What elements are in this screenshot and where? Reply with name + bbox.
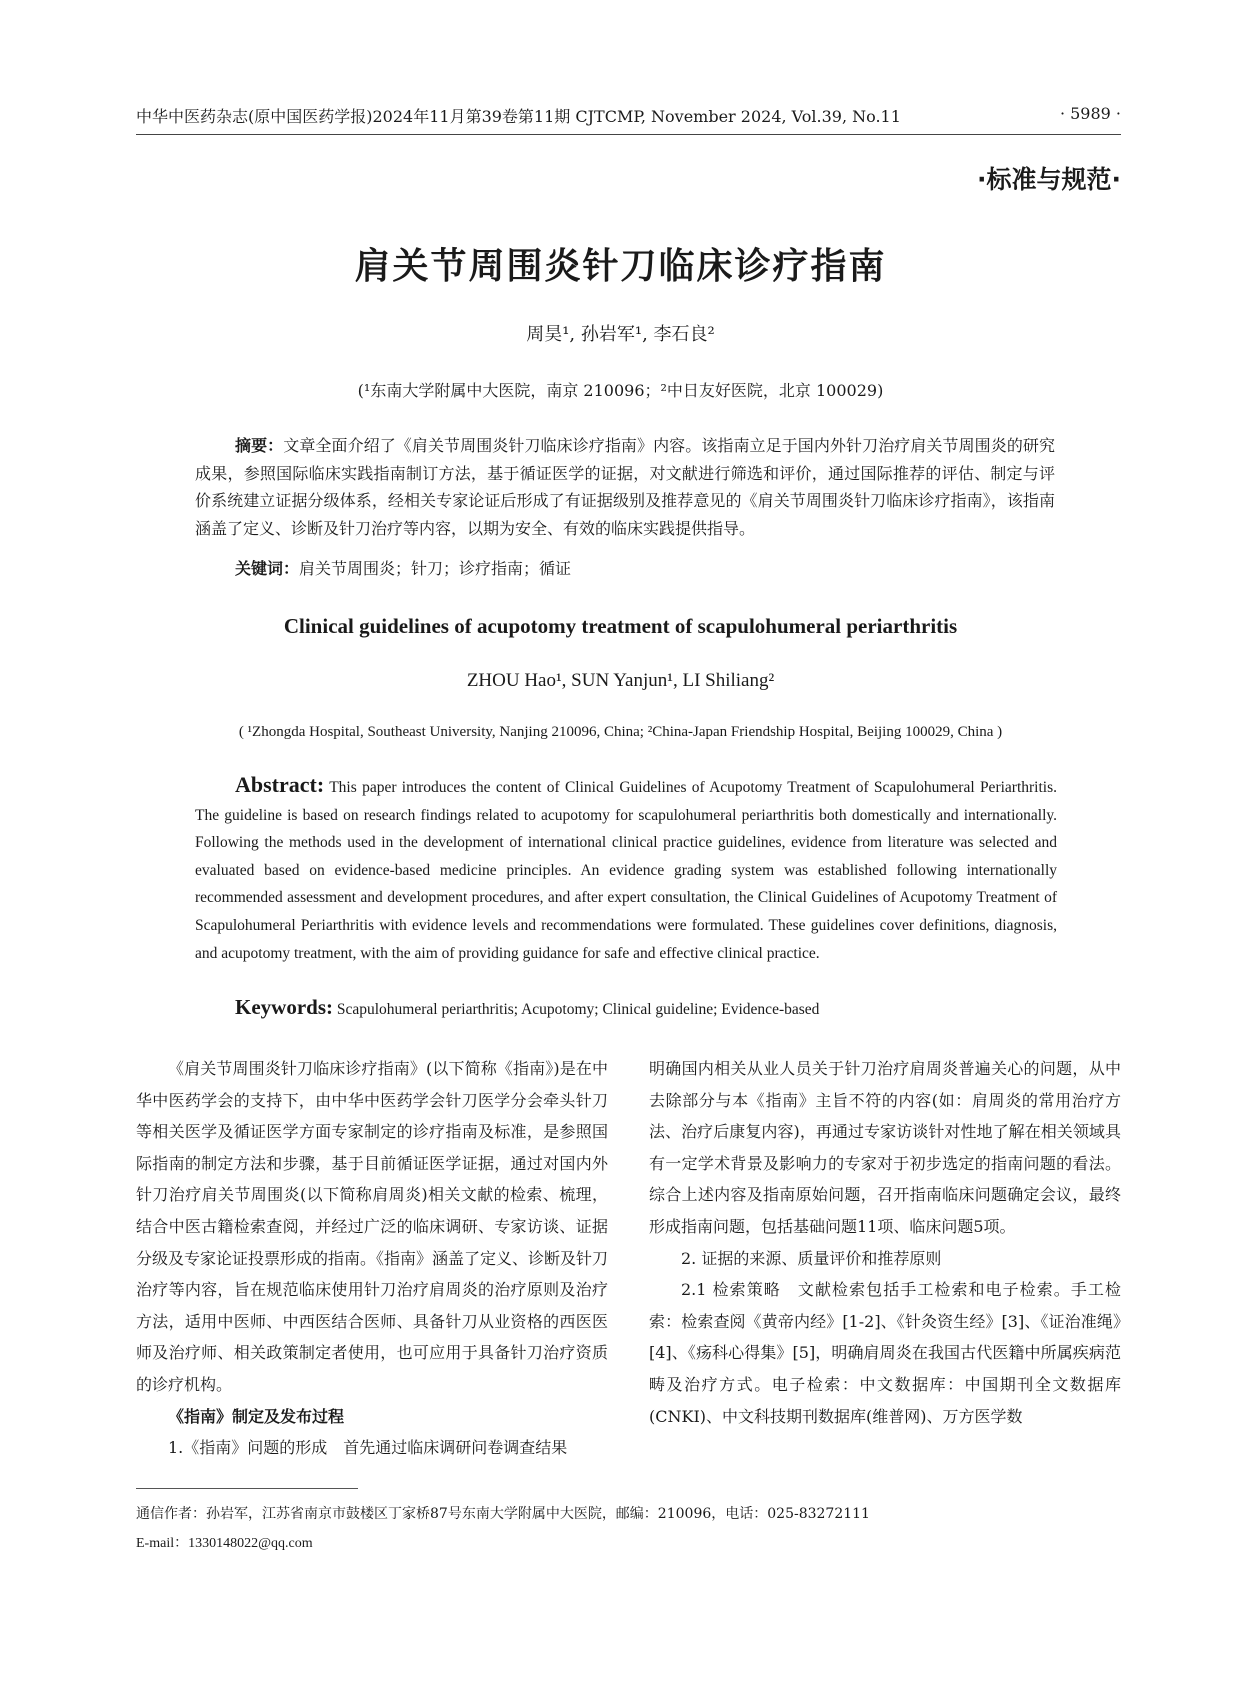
english-abstract (195, 771, 1057, 967)
section-heading: 《指南》制定及发布过程 (168, 1406, 345, 1426)
english-keywords (235, 995, 819, 1020)
english-abstract-label: Abstract: (235, 772, 325, 797)
journal-citation: 中华中医药杂志(原中国医药学报)2024年11月第39卷第11期 CJTCMP, November 2024, Vol.39, No.11 (136, 107, 901, 126)
footnote-rule (136, 1488, 358, 1489)
english-title: Clinical guidelines of acupotomy treatment of scapulohumeral periarthritis (283, 614, 958, 638)
correspondence-footnote: 通信作者：孙岩军，江苏省南京市鼓楼区丁家桥87号东南大学附属中大医院，邮编：210096，电话：025-83272111 (136, 1506, 870, 1522)
english-abstract-text: This paper introduces the content of Clinical Guidelines of Acupotomy Treatment of Scapulohumeral Periarthritis. The guideline is based on research findings related to acupotomy for scapulohumeral periarthritis both domestically and internationally. Following the methods used in the development of international clinical practice guidelines, evidence from literature was selected and evaluated based on evidence-based medicine principles. An evidence grading system was established following internationally recommended assessment and development procedures, and after expert consultation, the Clinical Guidelines of Acupotomy Treatment of Scapulohumeral Periarthritis with evidence levels and recommendations were formulated. These guidelines cover definitions, diagnosis, and acupotomy treatment, with the aim of providing guidance for safe and effective clinical practice. (195, 779, 1057, 962)
chinese-keywords-text: 肩关节周围炎；针刀；诊疗指南；循证 (299, 559, 572, 578)
body-column-right (649, 1053, 1121, 1432)
subsection-paragraph: 1.《指南》问题的形成 首先通过临床调研问卷调查结果 (168, 1438, 568, 1458)
subsection-heading: 2. 证据的来源、质量评价和推荐原则 (681, 1248, 942, 1268)
chinese-authors: 周昊¹, 孙岩军¹, 李石良² (526, 324, 715, 345)
english-affiliation: ( ¹Zhongda Hospital, Southeast University, Nanjing 210096, China; ²China-Japan Friendship Hospital, Beijing 100029, China ) (238, 724, 1003, 740)
running-header (136, 104, 1121, 132)
continued-paragraph: 明确国内相关从业人员关于针刀治疗肩周炎普遍关心的问题，从中去除部分与本《指南》主旨不符的内容(如：肩周炎的常用治疗方法、治疗后康复内容)，再通过专家访谈针对性地了解在相关领域具有一定学术背景及影响力的专家对于初步选定的指南问题的看法。综合上述内容及指南原始问题，召开指南临床问题确定会议，最终形成指南问题，包括基础问题11项、临床问题5项。 (649, 1059, 1121, 1236)
chinese-affiliation: (¹东南大学附属中大医院，南京 210096；²中日友好医院，北京 100029) (357, 381, 884, 400)
chinese-abstract (195, 432, 1055, 542)
intro-paragraph: 《肩关节周围炎针刀临床诊疗指南》(以下简称《指南》)是在中华中医药学会的支持下，由中华中医药学会针刀医学分会牵头针刀等相关医学及循证医学方面专家制定的诊疗指南及标准，是参照国际指南的制定方法和步骤，基于目前循证医学证据，通过对国内外针刀治疗肩关节周围炎(以下简称肩周炎)相关文献的检索、梳理，结合中医古籍检索查阅，并经过广泛的临床调研、专家访谈、证据分级及专家论证投票形成的指南。《指南》涵盖了定义、诊断及针刀治疗等内容，旨在规范临床使用针刀治疗肩周炎的治疗原则及治疗方法，适用中医师、中西医结合医师、具备针刀从业资格的西医医师及治疗师、相关政策制定者使用，也可应用于具备针刀治疗资质的诊疗机构。 (136, 1059, 609, 1394)
section-label: ·标准与规范· (977, 165, 1121, 194)
body-column-left (136, 1053, 608, 1464)
chinese-keywords (235, 556, 571, 579)
english-authors: ZHOU Hao¹, SUN Yanjun¹, LI Shiliang² (466, 670, 775, 691)
chinese-abstract-text: 文章全面介绍了《肩关节周围炎针刀临床诊疗指南》内容。该指南立足于国内外针刀治疗肩关节周围炎的研究成果，参照国际临床实践指南制订方法，基于循证医学的证据，对文献进行筛选和评价，通过国际推荐的评估、制定与评价系统建立证据分级体系，经相关专家论证后形成了有证据级别及推荐意见的《肩关节周围炎针刀临床诊疗指南》，该指南涵盖了定义、诊断及针刀治疗等内容，以期为安全、有效的临床实践提供指导。 (195, 436, 1055, 538)
header-rule (136, 134, 1121, 135)
english-keywords-label: Keywords: (235, 995, 333, 1019)
page-number: · 5989 · (1059, 104, 1121, 123)
chinese-keywords-label: 关键词： (235, 559, 300, 578)
english-keywords-text: Scapulohumeral periarthritis; Acupotomy; Clinical guideline; Evidence-based (336, 1001, 820, 1018)
chinese-abstract-label: 摘要： (235, 436, 284, 455)
email-footnote: E-mail：1330148022@qq.com (136, 1536, 313, 1551)
search-strategy-paragraph: 2.1 检索策略 文献检索包括手工检索和电子检索。手工检索：检索查阅《黄帝内经》[1-2]、《针灸资生经》[3]、《证治准绳》[4]、《疡科心得集》[5]，明确肩周炎在我国古代医籍中所属疾病范畴及治疗方式。电子检索：中文数据库：中国期刊全文数据库(CNKI)、中文科技期刊数据库(维普网)、万方医学数 (649, 1280, 1121, 1426)
chinese-title: 肩关节周围炎针刀临床诊疗指南 (354, 246, 887, 287)
